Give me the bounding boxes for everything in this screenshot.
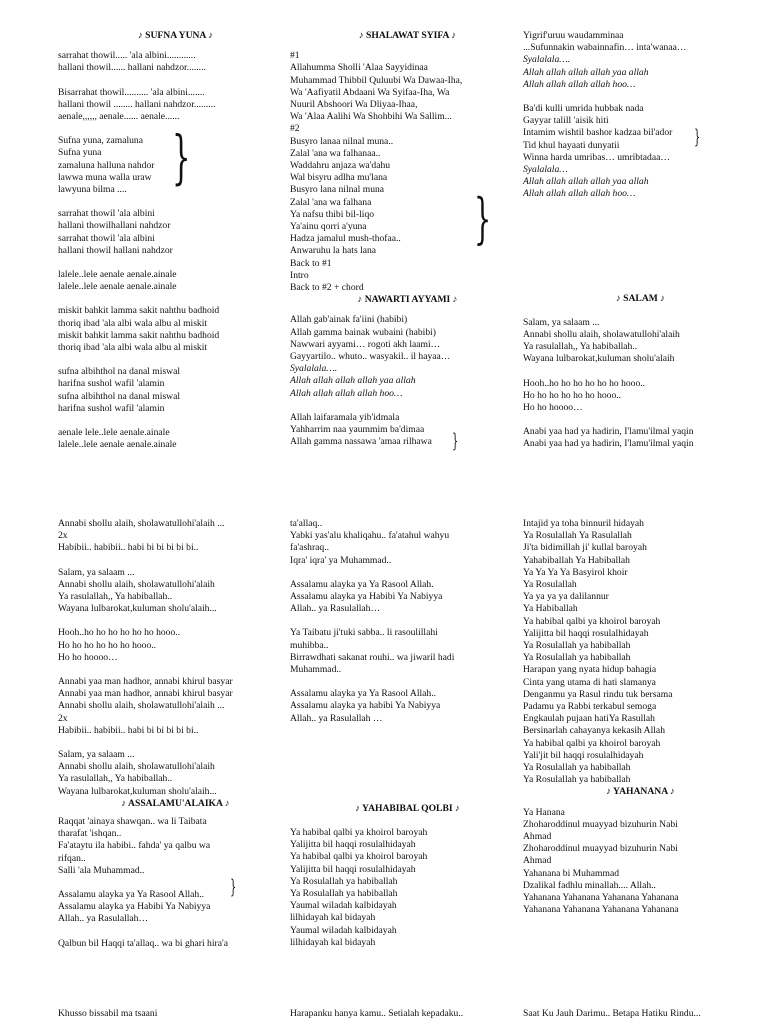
lyrics-block bbox=[290, 50, 525, 294]
lyric-line: hallani thowilhallani nahdzor bbox=[58, 220, 171, 232]
lyric-line bbox=[58, 196, 293, 208]
lyric-line: Ho ho ho ho ho ho hooo.. bbox=[58, 639, 157, 651]
lyrics-block bbox=[58, 50, 293, 451]
lyric-line bbox=[58, 354, 293, 366]
lyric-line: sufna albihthol na danal miswal bbox=[58, 366, 181, 378]
lyric-line: Ya Habiballah bbox=[523, 603, 578, 615]
lyric-line: Anabi yaa had ya hadirin, I'lamu'ilmal yaqin bbox=[523, 426, 694, 438]
lyric-line bbox=[58, 257, 293, 269]
lyric-line: thoriq ibad 'ala albi wala albu al miskit bbox=[58, 317, 208, 329]
lyric-line: Annabi shollu alaih, sholawatullohi'alaih bbox=[523, 329, 680, 341]
bottom-lyrics-col-1 bbox=[58, 1008, 293, 1020]
lyric-line: Allah gab'ainak fa'iini (habibi) bbox=[290, 314, 408, 326]
lyric-line: lilhidayah kal bidayah bbox=[290, 912, 376, 924]
lyric-line: Allah gamma bainak wubaini (habibi) bbox=[290, 326, 436, 338]
lyric-line: sarrahat thowil..... 'ala albini............ bbox=[58, 50, 196, 62]
lyric-line: Anabi yaa had ya hadirin, I'lamu'ilmal yaqin bbox=[523, 438, 694, 450]
lyric-line: Hooh..ho ho ho ho ho ho hooo.. bbox=[58, 627, 181, 639]
lyric-line: Intajid ya toha binnuril hidayah bbox=[523, 518, 644, 529]
lyric-line: lalele..lele aenale aenale.ainale bbox=[58, 281, 177, 293]
lyric-line bbox=[523, 414, 758, 426]
lyric-line: Hooh..ho ho ho ho ho ho hooo.. bbox=[523, 377, 646, 389]
lyric-line: Allah gamma nassawa 'amaa rilhawa bbox=[290, 436, 432, 448]
lyric-line: Wa 'Alaa Aalihi Wa Shohbihi Wa Sallim... bbox=[290, 111, 452, 123]
lyric-line: Assalamu alayka ya Habibi Ya Nabiyya bbox=[290, 591, 443, 603]
lyric-line: Zalal 'ana wa falhanaa.. bbox=[290, 147, 381, 159]
lyrics-block bbox=[290, 518, 525, 725]
lyric-line: Yalijitta bil haqqi rosulalhidayah bbox=[290, 839, 416, 851]
brace-icon: } bbox=[474, 187, 492, 250]
song-assalamualaika-cont bbox=[290, 518, 525, 949]
lyric-line: Yahharrim naa yaummim ba'dimaa bbox=[290, 424, 425, 436]
lyric-line: hallani thowil...... hallani nahdzor........ bbox=[58, 62, 206, 74]
lyric-line: Ho ho ho ho ho ho hooo.. bbox=[523, 389, 622, 401]
lyric-line: Assalamu alayka ya Ya Rasool Allah. bbox=[290, 578, 434, 590]
brace-icon: } bbox=[172, 123, 191, 191]
lyric-line: Wayana lulbarokat,kuluman sholu'alaih bbox=[523, 353, 675, 365]
lyric-line: lilhidayah kal bidayah bbox=[290, 936, 376, 948]
lyric-line: miskit bahkit lamma sakit nahthu badhoid bbox=[58, 329, 220, 341]
lyric-line: Ya Taibatu ji'tuki sabba.. li rasoulillahi bbox=[290, 627, 438, 639]
lyric-line: thoriq ibad 'ala albi wala albu al miskit bbox=[58, 342, 208, 354]
lyrics-block bbox=[523, 317, 758, 451]
lyric-line: Yali'jit bil haqqi rosulalhidayah bbox=[523, 749, 644, 761]
lyric-line: lawwa muna walla uraw bbox=[58, 171, 152, 183]
lyric-line: aenale lele..lele aenale.ainale bbox=[58, 427, 170, 439]
lyric-line: Padamu ya Rabbi terkabul semoga bbox=[523, 701, 657, 713]
lyric-line: Assalamu alayka ya Ya Rasool Allah.. bbox=[290, 688, 437, 700]
lyric-line: Denganmu ya Rasul rindu tuk bersama bbox=[523, 688, 673, 700]
lyric-line bbox=[58, 555, 293, 567]
lyric-line: Wayana lulbarokat,kuluman sholu'alaih... bbox=[58, 603, 217, 615]
lyric-line: ta'allaq.. bbox=[290, 518, 323, 529]
lyric-line: Assalamu alayka ya habibi Ya Nabiyya bbox=[290, 700, 441, 712]
lyric-line: Muhammad.. bbox=[290, 664, 342, 676]
lyric-line: Engkaulah pujaan hatiYa Rasullah bbox=[523, 713, 655, 725]
lyric-line: Ya Rosulallah ya habiballah bbox=[290, 888, 398, 900]
lyric-line: Khusso bissabil ma tsaani bbox=[58, 1008, 158, 1019]
lyric-line: Yahanana Yahanana Yahanana Yahanana bbox=[523, 892, 679, 904]
song-title: ♪ SUFNA YUNA ♪ bbox=[137, 30, 214, 41]
lyric-line: Allah allah allah allah yaa allah bbox=[523, 176, 649, 188]
lyric-line: Sufna yuna bbox=[58, 147, 102, 159]
lyric-line: rifqan.. bbox=[58, 852, 86, 864]
lyric-line: Yabki yas'alu khaliqahu.. fa'atahul wahyu bbox=[290, 530, 450, 542]
lyric-line: #2 bbox=[290, 123, 300, 135]
lyric-line: Ya'ainu qorri a'yuna bbox=[290, 221, 367, 233]
lyric-line bbox=[58, 615, 293, 627]
lyric-line: Gayyartilo.. whuto.. wasyakil.. il hayaa… bbox=[290, 351, 451, 363]
lyric-line: Annabi yaa man hadhor, annabi khirul basyar bbox=[58, 688, 233, 700]
brace-icon: } bbox=[230, 874, 237, 898]
lyric-line: Busyro lana nilnal muna bbox=[290, 184, 385, 196]
lyric-line: Allah.. ya Rasulallah… bbox=[290, 603, 381, 615]
lyric-line: Ya Rosulallah ya habiballah bbox=[523, 640, 631, 652]
lyric-line: Busyro lanaa nilnal muna.. bbox=[290, 135, 394, 147]
lyric-line: Cinta yang utama di hati slamanya bbox=[523, 676, 656, 688]
lyric-line: Dzalikal fadhlu minallah.... Allah.. bbox=[523, 879, 656, 891]
lyric-line: sarrahat thowil 'ala albini bbox=[58, 232, 155, 244]
lyric-line: Tid khul hayaati dunyatii bbox=[523, 139, 620, 151]
lyric-line: 2x bbox=[58, 530, 68, 542]
lyrics-block bbox=[523, 807, 758, 917]
lyric-line: hallani thowil hallani nahdzor bbox=[58, 244, 173, 256]
lyric-line: Allah allah allah allah hoo… bbox=[290, 387, 403, 399]
lyric-line bbox=[58, 926, 293, 938]
lyric-line: Yahanana Yahanana Yahanana Yahanana bbox=[523, 904, 679, 916]
lyric-line: Zhoharoddinul muayyad bizuhurin Nabi bbox=[523, 818, 678, 830]
lyric-line: Ho ho hoooo… bbox=[523, 402, 583, 414]
lyric-line: Syalalala…. bbox=[523, 54, 571, 66]
lyric-line: Ya nafsu thibi bil-liqo bbox=[290, 208, 375, 220]
lyric-line: Ya Ya Ya Ya Basyirol khoir bbox=[523, 566, 628, 578]
lyrics-block bbox=[523, 1008, 758, 1020]
lyric-line bbox=[290, 676, 525, 688]
lyric-line: Ya Rosulallah ya habiballah bbox=[523, 652, 631, 664]
lyric-line: Bisarrahat thowil.......... 'ala albini....... bbox=[58, 86, 205, 98]
lyric-line: Ya Hanana bbox=[523, 806, 565, 818]
lyric-line: Yaumal wiladah kalbidayah bbox=[290, 900, 397, 912]
lyric-line: Ya Rosulallah ya habiballah bbox=[523, 774, 631, 786]
lyric-line: Yahabiballah Ya Habiballah bbox=[523, 554, 630, 566]
song-title: ♪ YAHABIBAL QOLBI ♪ bbox=[355, 802, 460, 814]
lyric-line: Iqra' iqra' ya Muhammad.. bbox=[290, 554, 392, 566]
lyric-line: Salli 'ala Muhammad.. bbox=[58, 864, 145, 876]
lyric-line: Assalamu alayka ya Habibi Ya Nabiyya bbox=[58, 901, 211, 913]
lyric-line: 2x bbox=[58, 712, 68, 724]
lyric-line: Wa 'Aafiyatil Abdaani Wa Syifaa-Iha, Wa bbox=[290, 86, 450, 98]
lyric-line: Ya habibal qalbi ya khoirol baroyah bbox=[290, 851, 428, 863]
lyrics-block bbox=[290, 314, 525, 452]
lyric-line: Waddahru anjaza wa'dahu bbox=[290, 160, 391, 172]
lyrics-block bbox=[523, 518, 758, 786]
song-title: ♪ NAWARTI AYYAMI ♪ bbox=[357, 294, 458, 306]
song-title: ♪ ASSALAMU'ALAIKA ♪ bbox=[121, 797, 230, 809]
lyric-line: Back to #1 bbox=[290, 257, 332, 269]
lyric-line: sufna albihthol na danal miswal bbox=[58, 390, 181, 402]
lyric-line: Ahmad bbox=[523, 831, 552, 843]
lyric-line: Allah.. ya Rasulallah … bbox=[290, 712, 383, 724]
lyric-line: Syalalala…. bbox=[290, 363, 338, 375]
lyric-line: tharafat 'ishqan.. bbox=[58, 828, 122, 840]
lyric-line: lalele..lele aenale aenale.ainale bbox=[58, 269, 177, 281]
lyric-line: Allah.. ya Rasulallah… bbox=[58, 913, 149, 925]
lyric-line: Ya rasulallah,, Ya habiballah.. bbox=[58, 591, 173, 603]
lyric-line: Salam, ya salaam ... bbox=[523, 316, 600, 328]
lyric-line: Birrawdhati sakanat rouhi.. wa jiwaril hadi bbox=[290, 651, 455, 663]
lyric-line: Ba'di kulli umrida hubbak nada bbox=[523, 103, 644, 115]
song-title: ♪ YAHANANA ♪ bbox=[606, 786, 675, 798]
lyric-line: Hadza jamalul mush-thofaa.. bbox=[290, 233, 401, 245]
lyrics-block bbox=[58, 518, 293, 798]
lyric-line: Harapan yang nyata hidup bahagia bbox=[523, 664, 657, 676]
lyric-line bbox=[58, 75, 293, 87]
lyric-line: fa'ashraq.. bbox=[290, 542, 330, 554]
lyric-line: Ho ho hoooo… bbox=[58, 651, 118, 663]
lyric-line: Wayana lulbarokat,kuluman sholu'alaih... bbox=[58, 785, 217, 797]
lyric-line: aenale,,,,,, aenale...... aenale...... bbox=[58, 111, 180, 123]
lyric-line: Qalbun bil Haqqi ta'allaq.. wa bi ghari hira'a bbox=[58, 937, 228, 949]
bottom-lyrics-col-3 bbox=[523, 1008, 758, 1020]
lyric-line: hallani thowil ........ hallani nahdzor......... bbox=[58, 98, 216, 110]
lyric-line: miskit bahkit lamma sakit nahthu badhoid bbox=[58, 305, 220, 317]
lyric-line: Ya rasulallah,, Ya habiballah.. bbox=[58, 773, 173, 785]
lyric-line bbox=[58, 415, 293, 427]
lyric-line: Zalal 'ana wa falhana bbox=[290, 196, 372, 208]
lyric-line: Salam, ya salaam ... bbox=[58, 749, 135, 761]
lyric-line: lalele..lele aenale aenale.ainale bbox=[58, 439, 177, 451]
lyric-line: Fa'ataytu ila habibi.. fahda' ya qalbu wa bbox=[58, 840, 211, 852]
lyric-line: Annabi shollu alaih, sholawatullohi'alaih bbox=[58, 761, 215, 773]
lyric-line bbox=[523, 366, 758, 378]
lyric-line: Harapanku hanya kamu.. Setialah kepadaku.. bbox=[290, 1008, 464, 1019]
lyric-line: harifna sushol wafil 'alamin bbox=[58, 378, 165, 390]
lyric-line: Annabi shollu alaih, sholawatullohi'alaih ... bbox=[58, 700, 225, 712]
lyric-line: Back to #2 + chord bbox=[290, 282, 364, 294]
lyric-line: Raqqat 'ainaya shawqan.. wa li Taibata bbox=[58, 816, 207, 828]
lyric-line: Ya rasulallah,, Ya habiballah.. bbox=[523, 341, 638, 353]
lyrics-block bbox=[290, 1008, 525, 1020]
lyric-line: Yahanana bi Muhammad bbox=[523, 867, 620, 879]
lyric-line: Allah allah allah allah yaa allah bbox=[523, 66, 649, 78]
lyric-line bbox=[290, 567, 525, 579]
lyric-line: Yalijitta bil haqqi rosulalhidayah bbox=[290, 863, 416, 875]
lyric-line: Ya habibal qalbi ya khoirol baroyah bbox=[523, 615, 661, 627]
lyrics-block bbox=[58, 1008, 293, 1020]
lyric-line: muhibba.. bbox=[290, 639, 329, 651]
lyric-line: Nawwari ayyami… rogoti akh laami… bbox=[290, 338, 441, 350]
lyric-line: Allah allah allah allah yaa allah bbox=[290, 375, 416, 387]
lyric-line bbox=[290, 615, 525, 627]
song-salam-cont bbox=[58, 518, 293, 950]
lyric-line bbox=[523, 91, 758, 103]
lyric-line: Annabi shollu alaih, sholawatullohi'alaih bbox=[58, 578, 215, 590]
lyric-line bbox=[58, 293, 293, 305]
lyric-line: Ya Rosulallah bbox=[523, 579, 577, 591]
lyric-line: Ya Rosulallah ya habiballah bbox=[523, 762, 631, 774]
song-yahabibal-cont bbox=[523, 518, 758, 917]
lyrics-block bbox=[523, 30, 758, 201]
lyric-line: Zhoharoddinul muayyad bizuhurin Nabi bbox=[523, 843, 678, 855]
lyric-line: Bersinarlah cahayanya kekasih Allah bbox=[523, 725, 665, 737]
lyric-line: Habibii.. habibii.. habi bi bi bi bi bi.. bbox=[58, 724, 199, 736]
lyric-line bbox=[58, 664, 293, 676]
lyric-line bbox=[290, 400, 525, 412]
lyric-line bbox=[58, 877, 293, 889]
lyric-line: lawyuna bilma .... bbox=[58, 184, 127, 196]
brace-icon: } bbox=[452, 428, 459, 452]
lyric-line: Intro bbox=[290, 269, 309, 281]
lyric-line: #1 bbox=[290, 50, 300, 62]
lyric-line: Ahmad bbox=[523, 855, 552, 867]
lyric-line: Anwaruhu la hats lana bbox=[290, 245, 377, 257]
lyric-line: Syalalala… bbox=[523, 164, 568, 176]
lyric-line: Gayyar talill 'aisik hiti bbox=[523, 115, 609, 127]
song-sufna-yuna bbox=[58, 30, 293, 451]
lyric-line: Ya habibal qalbi ya khoirol baroyah bbox=[290, 827, 428, 839]
lyric-line bbox=[58, 737, 293, 749]
lyric-line: Ya Rosulallah ya habiballah bbox=[290, 875, 398, 887]
song-nawarti-cont bbox=[523, 30, 758, 451]
lyric-line: Allah allah allah allah hoo… bbox=[523, 188, 636, 200]
lyric-line: Annabi yaa man hadhor, annabi khirul basyar bbox=[58, 676, 233, 688]
lyric-line: Sufna yuna, zamaluna bbox=[58, 135, 143, 147]
lyric-line: Yaumal wiladah kalbidayah bbox=[290, 924, 397, 936]
lyric-line: Nuuril Abshoori Wa Dliyaa-Ihaa, bbox=[290, 99, 418, 111]
lyric-line: Intamim wishtil bashor kadzaa bil'ador bbox=[523, 127, 673, 139]
lyric-line: Assalamu alayka ya Ya Rasool Allah.. bbox=[58, 889, 205, 901]
lyric-line: Ya Rosulallah Ya Rasulallah bbox=[523, 530, 632, 542]
lyric-line: Saat Ku Jauh Darimu.. Betapa Hatiku Rindu... bbox=[523, 1008, 701, 1019]
lyric-line: Habibii.. habibii.. habi bi bi bi bi bi.. bbox=[58, 542, 199, 554]
lyric-line: Ya habibal qalbi ya khoirol baroyah bbox=[523, 737, 661, 749]
lyric-line: Allahumma Sholli 'Alaa Sayyidinaa bbox=[290, 62, 428, 74]
lyric-line: Allah allah allah allah hoo… bbox=[523, 78, 636, 90]
lyric-line: harifna sushol wafil 'alamin bbox=[58, 402, 165, 414]
lyric-line: Yigrif'uruu waudamminaa bbox=[523, 30, 624, 41]
lyric-line: Yalijitta bil haqqi rosulalhidayah bbox=[523, 627, 649, 639]
lyric-line: zamaluna halluna nahdor bbox=[58, 159, 155, 171]
lyric-line: Ji'ta bidimillah ji' kullal baroyah bbox=[523, 542, 647, 554]
lyric-line: ...Sufunnakin wabainnafin… inta'wanaa… bbox=[523, 42, 687, 54]
lyric-line: sarrahat thowil 'ala albini bbox=[58, 208, 155, 220]
lyric-line: Salam, ya salaam ... bbox=[58, 566, 135, 578]
lyric-line: Winna harda umribas… umribtadaa… bbox=[523, 151, 670, 163]
lyrics-block bbox=[290, 827, 525, 949]
lyric-line: Annabi shollu alaih, sholawatullohi'alaih ... bbox=[58, 518, 225, 529]
brace-icon: } bbox=[694, 124, 701, 148]
lyric-line: Wal bisyru adlha mu'lana bbox=[290, 172, 388, 184]
lyric-line: Muhammad Thibbil Quluubi Wa Dawaa-Iha, bbox=[290, 74, 463, 86]
song-title: ♪ SALAM ♪ bbox=[615, 292, 666, 304]
lyric-line: Ya ya ya ya dalilannur bbox=[523, 591, 609, 603]
bottom-lyrics-col-2 bbox=[290, 1008, 525, 1020]
lyric-line: Allah laifaramala yib'idmala bbox=[290, 411, 400, 423]
lyrics-block bbox=[58, 816, 293, 950]
song-title: ♪ SHALAWAT SYIFA ♪ bbox=[358, 30, 457, 41]
